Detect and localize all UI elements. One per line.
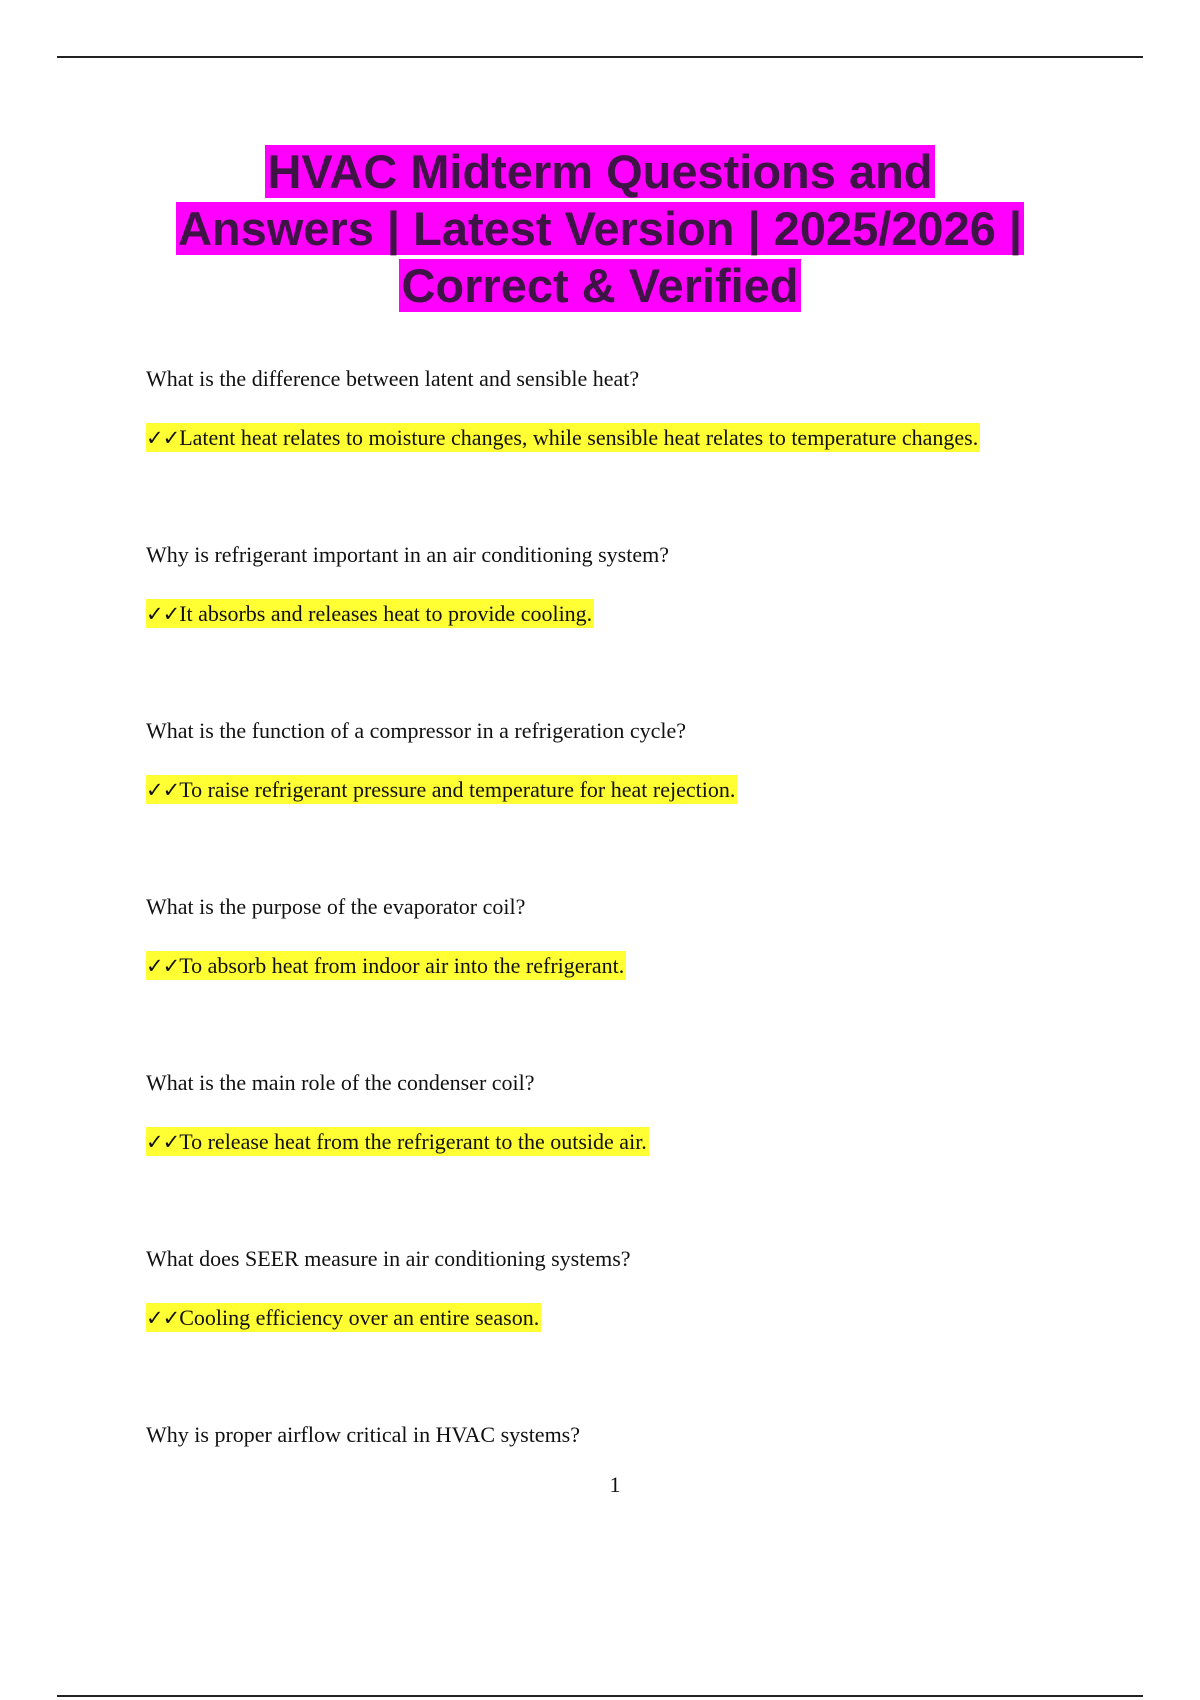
double-check-icon: ✓✓ — [146, 954, 180, 978]
answer-text: It absorbs and releases heat to provide cooling. — [179, 601, 593, 626]
answer — [146, 1127, 649, 1157]
qa-item — [146, 1069, 1106, 1245]
qa-list — [146, 365, 1106, 1597]
title-line-3: Correct & Verified — [401, 259, 799, 312]
answer-text: To release heat from the refrigerant to the outside air. — [179, 1129, 647, 1154]
answer-text: Cooling efficiency over an entire season. — [179, 1305, 540, 1330]
qa-item — [146, 541, 1106, 717]
question-text: What is the purpose of the evaporator coil? — [146, 894, 526, 919]
qa-item — [146, 365, 1106, 541]
double-check-icon: ✓✓ — [146, 778, 180, 802]
question-text: What is the main role of the condenser coil? — [146, 1070, 535, 1095]
question-text: What is the function of a compressor in a refrigeration cycle? — [146, 718, 686, 743]
double-check-icon: ✓✓ — [146, 602, 180, 626]
header-rule — [57, 56, 1143, 58]
answer-highlight — [146, 951, 626, 980]
answer — [146, 775, 737, 805]
answer — [146, 951, 626, 981]
footer-rule — [57, 1695, 1143, 1697]
document-title — [60, 143, 1140, 314]
answer-highlight — [146, 1303, 541, 1332]
question-text: What does SEER measure in air conditioning systems? — [146, 1246, 631, 1271]
answer-highlight — [146, 775, 737, 804]
answer-highlight — [146, 1127, 649, 1156]
answer-text: To raise refrigerant pressure and temperature for heat rejection. — [179, 777, 736, 802]
title-line-1: HVAC Midterm Questions and — [267, 145, 933, 198]
page-number: 1 — [609, 1472, 621, 1497]
question-text: Why is proper airflow critical in HVAC systems? — [146, 1422, 581, 1447]
answer-text: To absorb heat from indoor air into the refrigerant. — [179, 953, 625, 978]
answer — [146, 1303, 541, 1333]
title-line-2: Answers | Latest Version | 2025/2026 | — [177, 202, 1023, 255]
double-check-icon: ✓✓ — [146, 426, 180, 450]
qa-item — [146, 717, 1106, 893]
double-check-icon: ✓✓ — [146, 1306, 180, 1330]
double-check-icon: ✓✓ — [146, 1130, 180, 1154]
question-text: What is the difference between latent and sensible heat? — [146, 366, 640, 391]
answer — [146, 423, 980, 453]
answer — [146, 599, 594, 629]
answer-highlight — [146, 599, 594, 628]
question-text: Why is refrigerant important in an air conditioning system? — [146, 542, 669, 567]
qa-item — [146, 1421, 1106, 1597]
qa-item — [146, 1245, 1106, 1421]
answer-text: Latent heat relates to moisture changes, while sensible heat relates to temperature changes. — [179, 425, 979, 450]
qa-item — [146, 893, 1106, 1069]
answer-highlight — [146, 423, 980, 452]
